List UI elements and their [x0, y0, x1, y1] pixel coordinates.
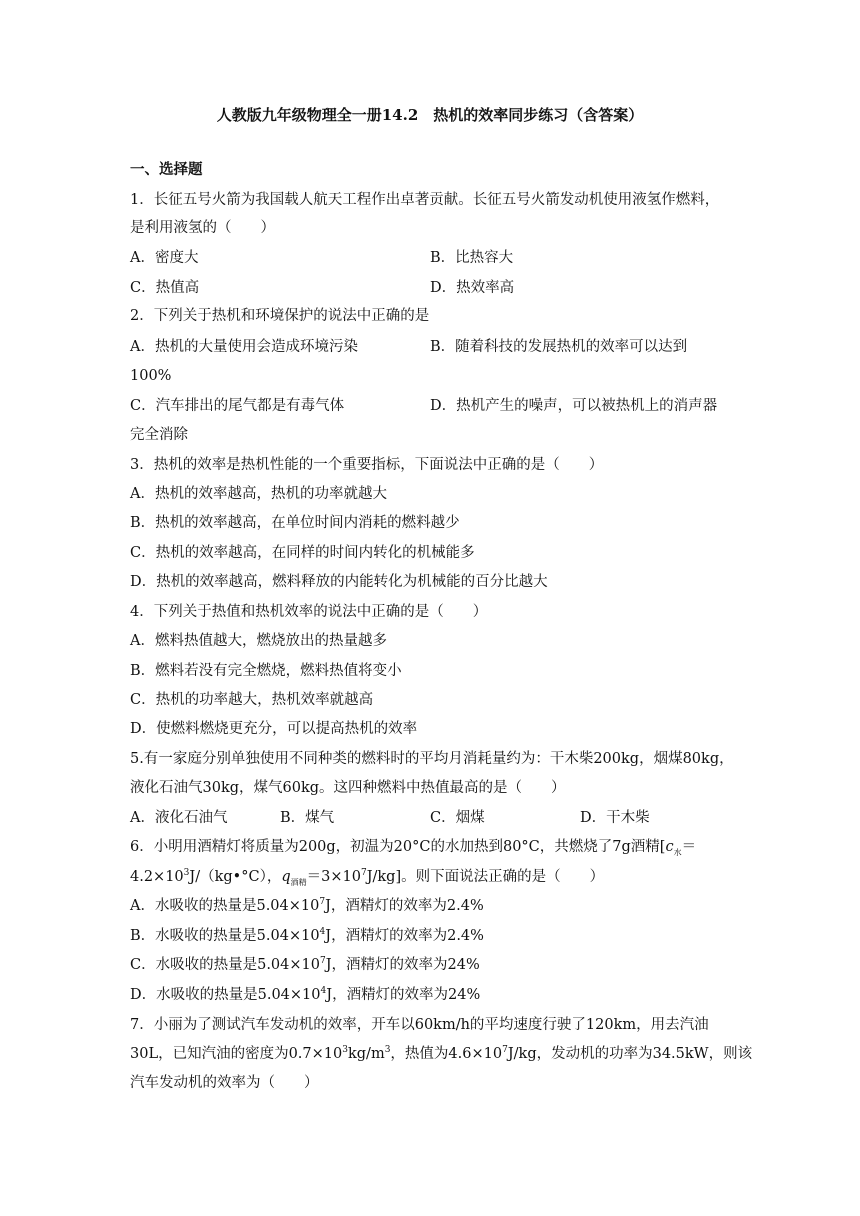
q6-exponent: 7 [360, 868, 367, 879]
option-exponent: 7 [319, 897, 326, 908]
question-7-stem-cont [130, 1044, 752, 1064]
question-6-option-a [130, 896, 484, 916]
option-text: J，酒精灯的效率为2.4% [325, 928, 484, 944]
option-text: J，酒精灯的效率为24% [325, 957, 480, 973]
question-3-option-d: D．热机的效率越高，燃料释放的内能转化为机械能的百分比越大 [130, 574, 548, 590]
q7-exponent: 3 [384, 1045, 391, 1056]
question-4-option-a: A．燃料热值越大，燃烧放出的热量越多 [130, 633, 387, 649]
question-5-stem: 5.有一家庭分别单独使用不同种类的燃料时的平均月消耗量约为：干木柴200kg，烟煤80kg， [130, 751, 734, 767]
question-1-option-b: B．比热容大 [430, 250, 514, 266]
option-text: A．水吸收的热量是5.04×10 [130, 898, 320, 914]
question-5-option-b: B．煤气 [280, 810, 335, 826]
question-2-option-a: A．热机的大量使用会造成环境污染 [130, 339, 358, 355]
question-6-option-b [130, 926, 484, 946]
specific-heat-symbol: c [665, 839, 674, 855]
question-3-option-a: A．热机的效率越高，热机的功率就越大 [130, 486, 387, 502]
option-exponent: 4 [320, 986, 327, 997]
question-5-option-a: A．液化石油气 [130, 810, 228, 826]
question-3-option-c: C．热机的效率越高，在同样的时间内转化的机械能多 [130, 545, 475, 561]
question-2-option-d: D．热机产生的噪声，可以被热机上的消声器 [430, 398, 718, 414]
specific-heat-subscript: 水 [673, 847, 682, 857]
question-5-option-c: C．烟煤 [430, 810, 485, 826]
q6-text-part: ＝3×10 [306, 869, 361, 885]
question-6-option-c [130, 955, 480, 975]
question-6-stem-text: 6．小明用酒精灯将质量为200g，初温为20°C的水加热到80°C，共燃烧了7g酒精[ [130, 839, 666, 855]
question-4-option-b: B．燃料若没有完全燃烧，燃料热值将变小 [130, 663, 402, 679]
q7-text-part: 30L，已知汽油的密度为0.7×10 [130, 1046, 343, 1062]
question-6-stem-cont [130, 867, 604, 887]
question-1-option-d: D．热效率高 [430, 280, 515, 296]
question-2-option-b: B．随着科技的发展热机的效率可以达到 [430, 339, 688, 355]
question-1-stem: 1．长征五号火箭为我国载人航天工程作出卓著贡献。长征五号火箭发动机使用液氢作燃料， [130, 192, 720, 208]
heat-value-subscript: 酒精 [290, 877, 307, 887]
option-text: D．水吸收的热量是5.04×10 [130, 987, 321, 1003]
option-exponent: 4 [319, 927, 326, 938]
question-1-option-a: A．密度大 [130, 250, 199, 266]
equals-sign: ＝ [681, 839, 697, 855]
q6-exponent: 3 [183, 868, 190, 879]
q7-text-part: kg/m [347, 1046, 385, 1062]
question-7-stem-end: 汽车发动机的效率为（ ） [130, 1075, 319, 1091]
question-6-option-d [130, 985, 480, 1005]
option-exponent: 7 [319, 956, 326, 967]
question-5-stem-cont: 液化石油气30kg，煤气60kg。这四种燃料中热值最高的是（ ） [130, 780, 566, 796]
question-7-stem: 7．小丽为了测试汽车发动机的效率，开车以60km/h的平均速度行驶了120km，用去汽油 [130, 1017, 709, 1033]
question-5-option-d: D．干木柴 [580, 810, 650, 826]
question-4-option-d: D．使燃料燃烧更充分，可以提高热机的效率 [130, 721, 418, 737]
question-6-stem [130, 837, 696, 857]
question-4-stem: 4．下列关于热值和热机效率的说法中正确的是（ ） [130, 604, 488, 620]
heat-value-symbol: q [281, 869, 291, 885]
question-1-stem-cont: 是利用液氢的（ ） [130, 220, 275, 236]
q7-text-part: J/kg，发动机的功率为34.5kW，则该 [507, 1046, 753, 1062]
q6-text-part: J/（kg•°C）， [189, 869, 282, 885]
q7-exponent: 3 [342, 1045, 348, 1056]
section-heading: 一、选择题 [130, 161, 203, 178]
question-2-stem: 2．下列关于热机和环境保护的说法中正确的是 [130, 308, 430, 324]
question-4-option-c: C．热机的功率越大，热机效率就越高 [130, 692, 374, 708]
option-text: J，酒精灯的效率为2.4% [325, 898, 484, 914]
question-1-option-c: C．热值高 [130, 280, 200, 296]
question-2-option-b-cont: 100% [130, 368, 172, 384]
question-2-option-c: C．汽车排出的尾气都是有毒气体 [130, 398, 345, 414]
question-2-option-d-cont: 完全消除 [130, 427, 188, 443]
option-text: C．水吸收的热量是5.04×10 [130, 957, 320, 973]
option-text: J，酒精灯的效率为24% [326, 987, 481, 1003]
option-text: B．水吸收的热量是5.04×10 [130, 928, 320, 944]
q6-text-part: J/kg]。则下面说法正确的是（ ） [366, 869, 605, 885]
q6-text-part: 4.2×10 [130, 869, 184, 885]
page-title: 人教版九年级物理全一册14.2 热机的效率同步练习（含答案） [216, 106, 644, 124]
question-3-stem: 3．热机的效率是热机性能的一个重要指标，下面说法中正确的是（ ） [130, 457, 604, 473]
question-3-option-b: B．热机的效率越高，在单位时间内消耗的燃料越少 [130, 515, 460, 531]
q7-exponent: 7 [502, 1045, 508, 1056]
q7-text-part: ，热值为4.6×10 [390, 1046, 503, 1062]
